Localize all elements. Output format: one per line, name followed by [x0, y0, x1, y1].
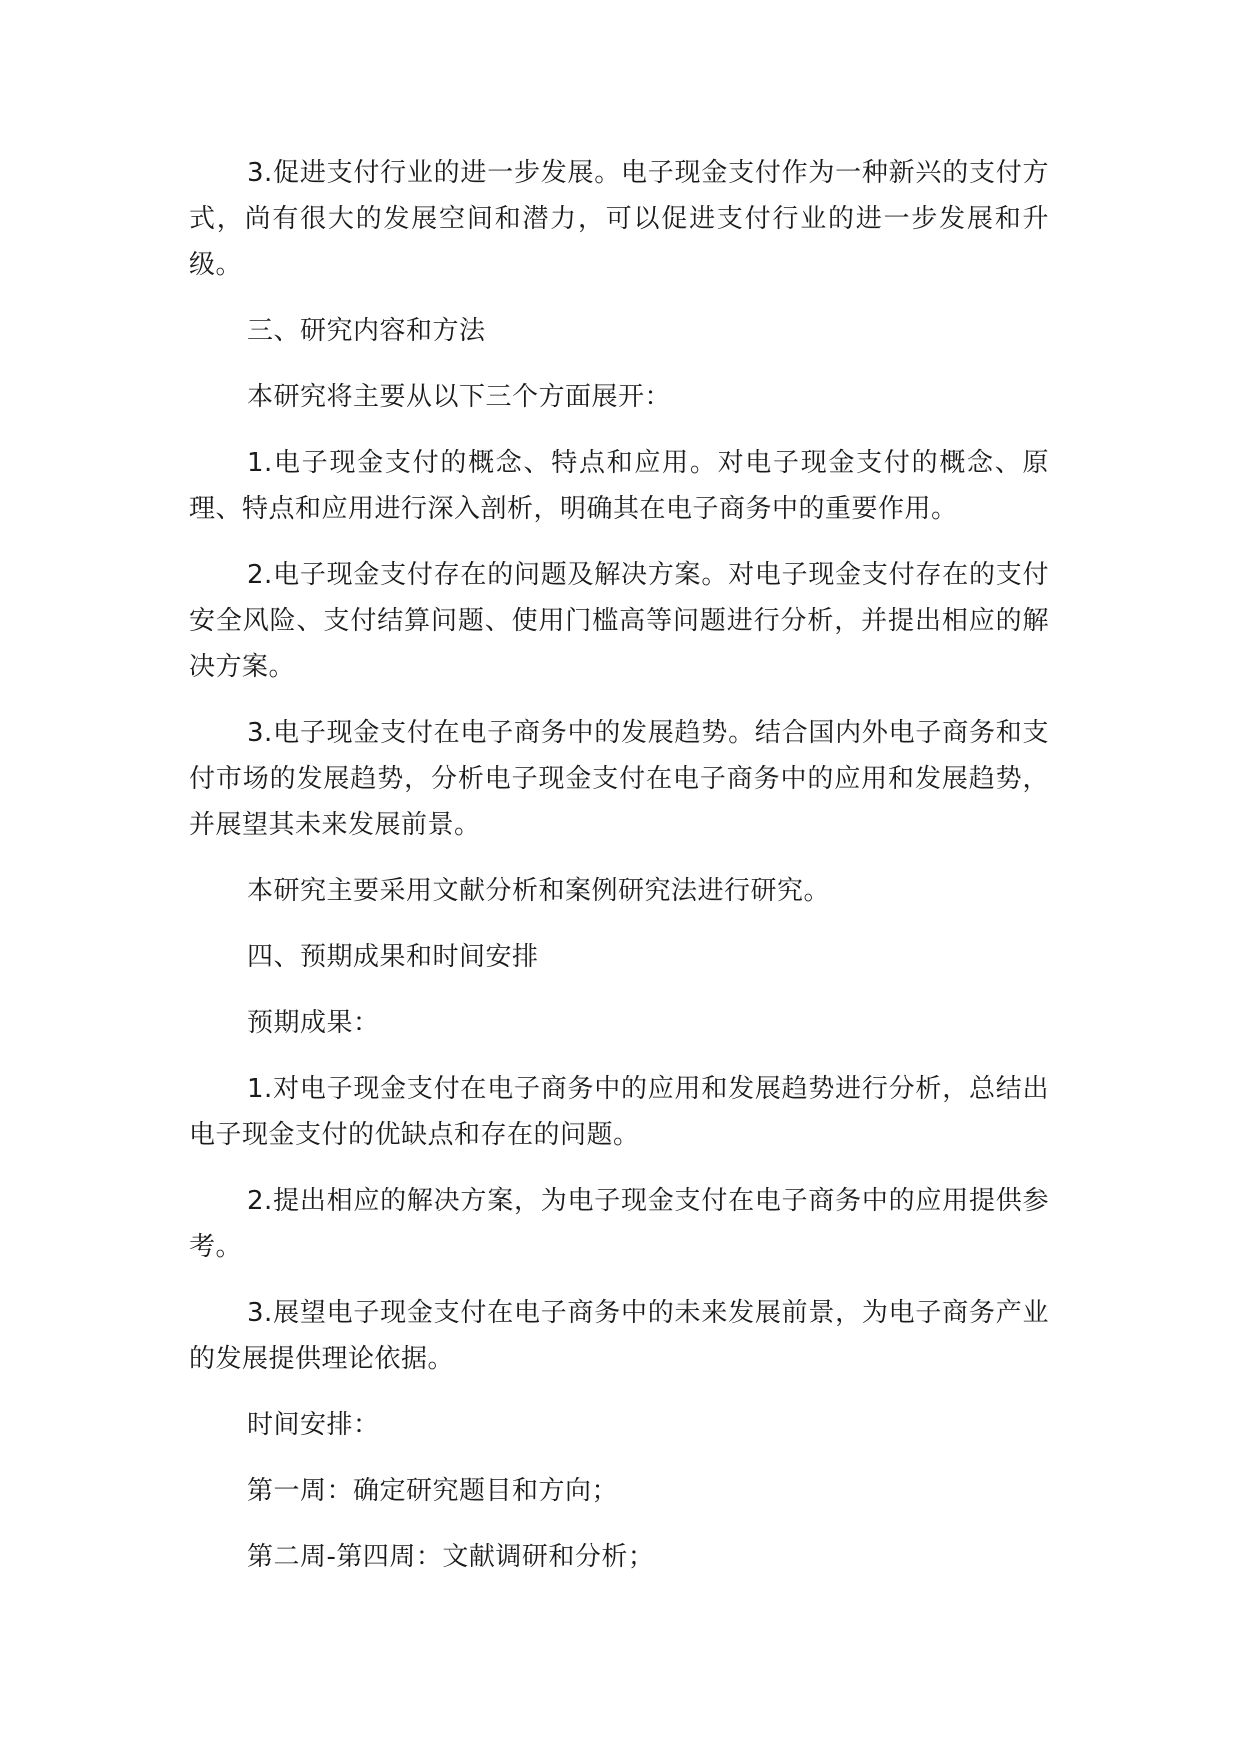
- paragraph-result-item-1: 1.对电子现金支付在电子商务中的应用和发展趋势进行分析，总结出电子现金支付的优缺点和存在的问题。: [189, 1074, 1049, 1150]
- paragraph-research-intro: 本研究将主要从以下三个方面展开：: [247, 382, 672, 412]
- document-page: [189, 150, 1049, 1600]
- subheading-expected-results: 预期成果：: [247, 1008, 380, 1038]
- paragraph-result-item-2: 2.提出相应的解决方案，为电子现金支付在电子商务中的应用提供参考。: [189, 1186, 1049, 1262]
- paragraph-research-item-1: 1.电子现金支付的概念、特点和应用。对电子现金支付的概念、原理、特点和应用进行深入剖析，明确其在电子商务中的重要作用。: [189, 448, 1049, 524]
- paragraph-research-item-2: 2.电子现金支付存在的问题及解决方案。对电子现金支付存在的支付安全风险、支付结算问题、使用门槛高等问题进行分析，并提出相应的解决方案。: [189, 560, 1049, 682]
- schedule-item-week-2-4: 第二周-第四周：文献调研和分析；: [247, 1542, 655, 1572]
- paragraph-promote-industry: 3.促进支付行业的进一步发展。电子现金支付作为一种新兴的支付方式，尚有很大的发展空间和潜力，可以促进支付行业的进一步发展和升级。: [189, 158, 1049, 280]
- section-heading-expected-results: 四、预期成果和时间安排: [247, 942, 539, 972]
- paragraph-research-item-3: 3.电子现金支付在电子商务中的发展趋势。结合国内外电子商务和支付市场的发展趋势，分析电子现金支付在电子商务中的应用和发展趋势，并展望其未来发展前景。: [189, 718, 1049, 840]
- section-heading-research-content: 三、研究内容和方法: [247, 316, 486, 346]
- subheading-schedule: 时间安排：: [247, 1410, 380, 1440]
- schedule-item-week-1: 第一周：确定研究题目和方向；: [247, 1476, 619, 1506]
- paragraph-result-item-3: 3.展望电子现金支付在电子商务中的未来发展前景，为电子商务产业的发展提供理论依据。: [189, 1298, 1049, 1374]
- paragraph-research-method: 本研究主要采用文献分析和案例研究法进行研究。: [247, 876, 831, 906]
